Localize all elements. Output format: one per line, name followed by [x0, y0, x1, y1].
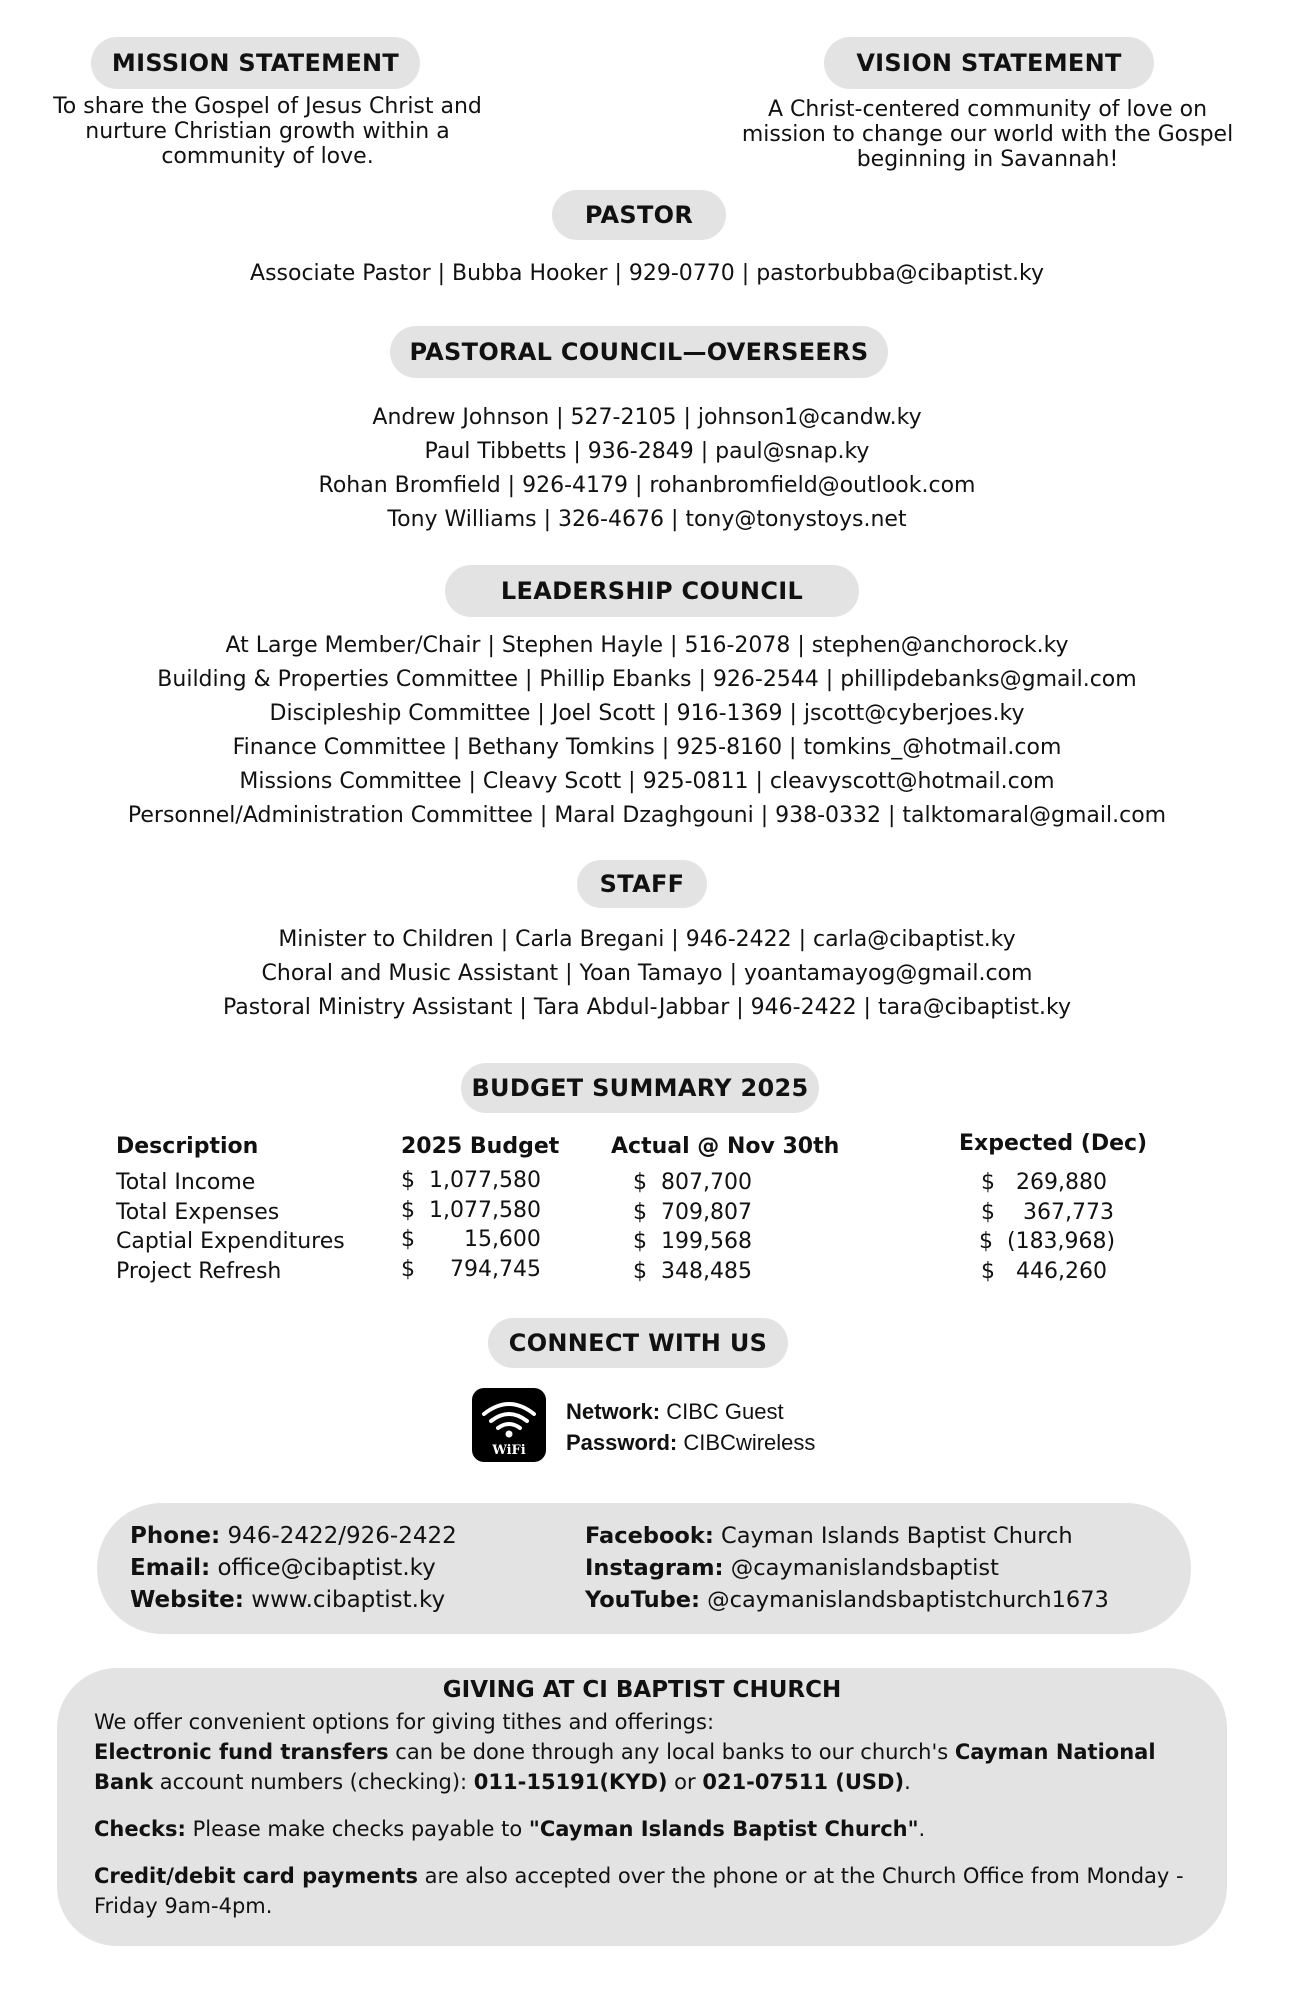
table-cell: $ 709,807 [633, 1200, 752, 1225]
table-cell: Total Expenses [116, 1200, 280, 1225]
list-item: Building & Properties Committee | Phillip Ebanks | 926-2544 | phillipdebanks@gmail.com [157, 667, 1137, 692]
giving-card [94, 1861, 1204, 1921]
vision-text [715, 97, 1260, 172]
eft-text: account numbers (checking): [153, 1770, 474, 1794]
mission-line: To share the Gospel of Jesus Christ and [53, 94, 482, 119]
wifi-password [566, 1427, 815, 1458]
contact-panel [97, 1503, 1191, 1634]
table-cell: $ (183,968) [979, 1229, 1116, 1254]
wifi-credentials [566, 1396, 815, 1458]
wifi-icon-label: WiFi [492, 1443, 526, 1458]
list-item: Pastoral Ministry Assistant | Tara Abdul-Jabbar | 946-2422 | tara@cibaptist.ky [222, 995, 1072, 1020]
card-label: Credit/debit card payments [94, 1864, 418, 1888]
table-cell: Total Income [116, 1170, 256, 1195]
table-cell: $ 367,773 [981, 1200, 1114, 1225]
budget-heading: BUDGET SUMMARY 2025 [461, 1063, 819, 1113]
email-label: Email: [130, 1555, 211, 1581]
column-header: 2025 Budget [401, 1134, 560, 1159]
website-label: Website: [130, 1587, 244, 1613]
eft-text: or [667, 1770, 703, 1794]
youtube-value[interactable]: @caymanislandsbaptistchurch1673 [699, 1587, 1109, 1613]
table-cell: $ 1,077,580 [401, 1198, 541, 1223]
leadership-council-heading: LEADERSHIP COUNCIL [445, 565, 859, 617]
list-item: Discipleship Committee | Joel Scott | 916-1369 | jscott@cyberjoes.ky [269, 701, 1025, 726]
password-label: Password: [566, 1430, 678, 1455]
network-label: Network: [566, 1399, 661, 1424]
checks-text: Please make checks payable to [185, 1817, 529, 1841]
checks-label: Checks: [94, 1817, 186, 1841]
column-header: Description [116, 1134, 259, 1159]
eft-account-kyd: 011-15191(KYD) [473, 1770, 668, 1794]
table-cell: $ 348,485 [633, 1259, 752, 1284]
list-item: Finance Committee | Bethany Tomkins | 925-8160 | tomkins_@hotmail.com [232, 735, 1062, 760]
wifi-icon [472, 1388, 546, 1462]
phone-value[interactable]: 946-2422/926-2422 [220, 1523, 457, 1549]
table-cell: $ 15,600 [401, 1227, 541, 1252]
pastor-heading: PASTOR [552, 190, 726, 240]
list-item: Missions Committee | Cleavy Scott | 925-0811 | cleavyscott@hotmail.com [239, 769, 1055, 794]
vision-line: beginning in Savannah! [856, 147, 1119, 172]
contact-phone [130, 1520, 457, 1552]
contact-right-column [585, 1520, 1109, 1616]
table-cell: $ 269,880 [981, 1170, 1107, 1195]
phone-label: Phone: [130, 1523, 221, 1549]
pastoral-council-heading: PASTORAL COUNCIL—OVERSEERS [390, 326, 888, 378]
staff-heading: STAFF [577, 860, 707, 908]
list-item: Choral and Music Assistant | Yoan Tamayo | yoantamayog@gmail.com [261, 961, 1033, 986]
giving-panel [57, 1668, 1227, 1946]
table-cell: $ 446,260 [981, 1259, 1107, 1284]
pastor-info: Associate Pastor | Bubba Hooker | 929-0770 | pastorbubba@cibaptist.ky [250, 261, 1044, 286]
contact-instagram [585, 1552, 1109, 1584]
vision-line: mission to change our world with the Gospel [741, 122, 1234, 147]
contact-facebook [585, 1520, 1109, 1552]
instagram-label: Instagram: [585, 1555, 724, 1581]
mission-text [20, 94, 515, 169]
mission-heading: MISSION STATEMENT [91, 37, 420, 89]
checks-payee: "Cayman Islands Baptist Church" [528, 1817, 919, 1841]
giving-eft [94, 1737, 1204, 1797]
list-item: Andrew Johnson | 527-2105 | johnson1@candw.ky [372, 405, 922, 430]
giving-body [94, 1707, 1204, 1921]
facebook-value[interactable]: Cayman Islands Baptist Church [713, 1523, 1073, 1549]
giving-intro: We offer convenient options for giving tithes and offerings: [94, 1710, 715, 1734]
table-cell: $ 1,077,580 [401, 1168, 541, 1193]
staff-list [0, 923, 1294, 1025]
column-header: Actual @ Nov 30th [611, 1134, 840, 1159]
table-cell: Captial Expenditures [116, 1229, 345, 1254]
instagram-value[interactable]: @caymanislandsbaptist [723, 1555, 999, 1581]
eft-text: can be done through any local banks to our church's [388, 1740, 955, 1764]
eft-account-usd: 021-07511 (USD) [702, 1770, 905, 1794]
youtube-label: YouTube: [585, 1587, 700, 1613]
website-value[interactable]: www.cibaptist.ky [243, 1587, 446, 1613]
table-cell: $ 807,700 [633, 1170, 752, 1195]
network-value: CIBC Guest [660, 1399, 784, 1424]
list-item: Tony Williams | 326-4676 | tony@tonystoys.net [387, 507, 907, 532]
eft-bank: Cayman National Bank [94, 1740, 1156, 1794]
list-item: Personnel/Administration Committee | Maral Dzaghgouni | 938-0332 | talktomaral@gmail.com [127, 803, 1167, 828]
eft-label: Electronic fund transfers [94, 1740, 389, 1764]
contact-website [130, 1584, 457, 1616]
pastoral-council-list [0, 401, 1294, 537]
contact-left-column [130, 1520, 457, 1616]
card-text: are also accepted over the phone or at the Church Office from Monday - Friday 9am-4pm. [94, 1864, 1184, 1918]
wifi-network [566, 1396, 815, 1427]
checks-text: . [918, 1817, 926, 1841]
facebook-label: Facebook: [585, 1523, 714, 1549]
mission-line: nurture Christian growth within a [85, 119, 450, 144]
giving-checks [94, 1814, 1204, 1844]
list-item: Paul Tibbetts | 936-2849 | paul@snap.ky [424, 439, 870, 464]
vision-heading: VISION STATEMENT [824, 37, 1154, 89]
list-item: Minister to Children | Carla Bregani | 946-2422 | carla@cibaptist.ky [278, 927, 1016, 952]
eft-text: . [904, 1770, 911, 1794]
password-value: CIBCwireless [677, 1430, 816, 1455]
table-cell: $ 794,745 [401, 1257, 541, 1282]
contact-email [130, 1552, 457, 1584]
mission-line: community of love. [161, 144, 374, 169]
giving-heading: GIVING AT CI BAPTIST CHURCH [442, 1677, 842, 1703]
email-value[interactable]: office@cibaptist.ky [210, 1555, 436, 1581]
connect-heading: CONNECT WITH US [488, 1318, 788, 1368]
list-item: Rohan Bromfield | 926-4179 | rohanbromfield@outlook.com [318, 473, 976, 498]
column-header: Expected (Dec) [959, 1131, 1148, 1156]
contact-youtube [585, 1584, 1109, 1616]
leadership-council-list [0, 629, 1294, 833]
table-cell: Project Refresh [116, 1259, 282, 1284]
table-cell: $ 199,568 [633, 1229, 752, 1254]
list-item: At Large Member/Chair | Stephen Hayle | 516-2078 | stephen@anchorock.ky [225, 633, 1069, 658]
vision-line: A Christ-centered community of love on [767, 97, 1208, 122]
